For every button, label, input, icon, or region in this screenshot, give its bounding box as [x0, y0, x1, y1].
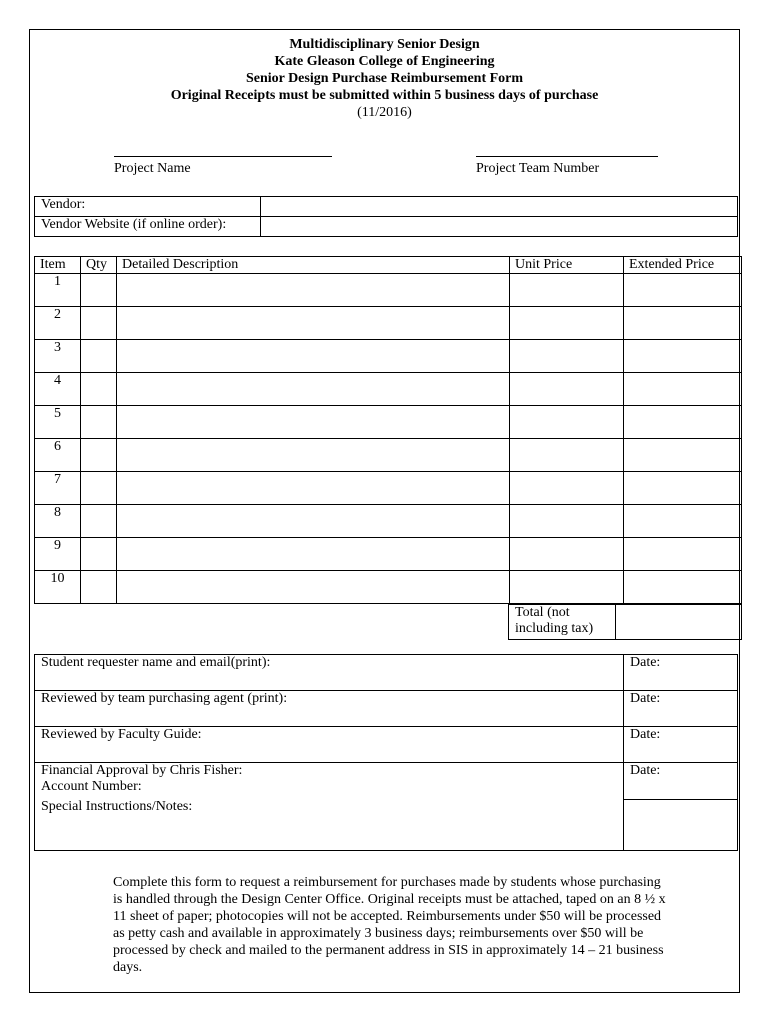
item-unit-price-field[interactable]	[510, 472, 624, 505]
item-extended-price-field[interactable]	[624, 406, 742, 439]
project-team-number-label: Project Team Number	[476, 161, 600, 176]
item-extended-price-field[interactable]	[624, 274, 742, 307]
financial-approval-field[interactable]	[35, 763, 624, 800]
item-qty-field[interactable]	[81, 571, 117, 604]
item-number: 10	[35, 571, 81, 604]
header-extended-price: Extended Price	[624, 257, 742, 274]
form-revision-date: (11/2016)	[357, 105, 412, 120]
item-unit-price-field[interactable]	[510, 406, 624, 439]
header-description: Detailed Description	[117, 257, 510, 274]
item-qty-field[interactable]	[81, 307, 117, 340]
header-program: Multidisciplinary Senior Design	[289, 37, 480, 52]
special-instructions-field[interactable]: Special Instructions/Notes:	[35, 799, 624, 850]
item-qty-field[interactable]	[81, 439, 117, 472]
item-description-field[interactable]	[117, 439, 510, 472]
financial-date-field[interactable]: Date:	[624, 763, 738, 800]
item-number: 2	[35, 307, 81, 340]
total-field[interactable]	[616, 605, 742, 640]
total-table	[508, 604, 742, 640]
item-description-field[interactable]	[117, 538, 510, 571]
faculty-date-field[interactable]: Date:	[624, 727, 738, 763]
item-row	[35, 439, 742, 472]
header-qty: Qty	[81, 257, 117, 274]
item-number: 5	[35, 406, 81, 439]
item-row	[35, 340, 742, 373]
item-unit-price-field[interactable]	[510, 505, 624, 538]
project-team-number-line[interactable]	[476, 156, 658, 157]
item-unit-price-field[interactable]	[510, 571, 624, 604]
item-unit-price-field[interactable]	[510, 373, 624, 406]
student-date-field[interactable]: Date:	[624, 655, 738, 691]
header-unit-price: Unit Price	[510, 257, 624, 274]
receipt-deadline-notice: Original Receipts must be submitted within 5 business days of purchase	[170, 88, 599, 103]
item-extended-price-field[interactable]	[624, 340, 742, 373]
item-description-field[interactable]	[117, 274, 510, 307]
financial-approval-label: Financial Approval by Chris Fisher:	[41, 763, 243, 778]
item-qty-field[interactable]	[81, 340, 117, 373]
item-row	[35, 538, 742, 571]
item-extended-price-field[interactable]	[624, 571, 742, 604]
vendor-table	[34, 196, 738, 237]
header-college: Kate Gleason College of Engineering	[274, 54, 495, 69]
item-number: 6	[35, 439, 81, 472]
form-page	[29, 29, 740, 993]
item-unit-price-field[interactable]	[510, 340, 624, 373]
item-extended-price-field[interactable]	[624, 307, 742, 340]
item-row	[35, 373, 742, 406]
item-description-field[interactable]	[117, 406, 510, 439]
item-row	[35, 571, 742, 604]
item-description-field[interactable]	[117, 571, 510, 604]
item-description-field[interactable]	[117, 472, 510, 505]
student-requester-field[interactable]: Student requester name and email(print):	[35, 655, 624, 691]
item-qty-field[interactable]	[81, 472, 117, 505]
agent-date-field[interactable]: Date:	[624, 691, 738, 727]
item-row	[35, 307, 742, 340]
vendor-website-label: Vendor Website (if online order):	[35, 217, 261, 237]
vendor-website-field[interactable]	[261, 217, 738, 237]
instructions-paragraph: Complete this form to request a reimbursement for purchases made by students whose purchasing is handled through the Design Center Office. Original receipts must be attached, taped on an 8 ½ x 11 sheet of paper; photocopies will not be accepted. Reimbursements under $50 will be processed as petty cash and available in approximately 3 business days; reimbursements over $50 will be processed by check and mailed to the permanent address in SIS in approximately 14 – 21 business days.	[113, 875, 666, 975]
item-row	[35, 505, 742, 538]
item-number: 7	[35, 472, 81, 505]
item-unit-price-field[interactable]	[510, 274, 624, 307]
item-unit-price-field[interactable]	[510, 307, 624, 340]
notes-extra-field[interactable]	[624, 799, 738, 850]
item-number: 8	[35, 505, 81, 538]
item-qty-field[interactable]	[81, 505, 117, 538]
item-qty-field[interactable]	[81, 373, 117, 406]
item-qty-field[interactable]	[81, 406, 117, 439]
item-extended-price-field[interactable]	[624, 505, 742, 538]
project-name-label: Project Name	[114, 161, 191, 176]
form-title: Senior Design Purchase Reimbursement Form	[245, 71, 524, 86]
vendor-label: Vendor:	[35, 197, 261, 217]
total-label: Total (not including tax)	[509, 605, 616, 640]
purchasing-agent-field[interactable]: Reviewed by team purchasing agent (print):	[35, 691, 624, 727]
item-description-field[interactable]	[117, 340, 510, 373]
items-table	[34, 256, 742, 604]
item-qty-field[interactable]	[81, 274, 117, 307]
item-qty-field[interactable]	[81, 538, 117, 571]
approval-table	[34, 654, 738, 851]
item-row	[35, 472, 742, 505]
item-unit-price-field[interactable]	[510, 538, 624, 571]
item-description-field[interactable]	[117, 505, 510, 538]
project-name-line[interactable]	[114, 156, 332, 157]
item-extended-price-field[interactable]	[624, 538, 742, 571]
item-row	[35, 274, 742, 307]
item-description-field[interactable]	[117, 373, 510, 406]
vendor-field[interactable]	[261, 197, 738, 217]
item-unit-price-field[interactable]	[510, 439, 624, 472]
item-number: 1	[35, 274, 81, 307]
item-description-field[interactable]	[117, 307, 510, 340]
item-extended-price-field[interactable]	[624, 373, 742, 406]
account-number-label: Account Number:	[41, 779, 142, 794]
item-row	[35, 406, 742, 439]
item-number: 4	[35, 373, 81, 406]
form-header	[30, 36, 739, 121]
item-number: 3	[35, 340, 81, 373]
header-item: Item	[35, 257, 81, 274]
item-extended-price-field[interactable]	[624, 472, 742, 505]
item-extended-price-field[interactable]	[624, 439, 742, 472]
item-number: 9	[35, 538, 81, 571]
faculty-guide-field[interactable]: Reviewed by Faculty Guide:	[35, 727, 624, 763]
items-header-row	[35, 257, 742, 274]
